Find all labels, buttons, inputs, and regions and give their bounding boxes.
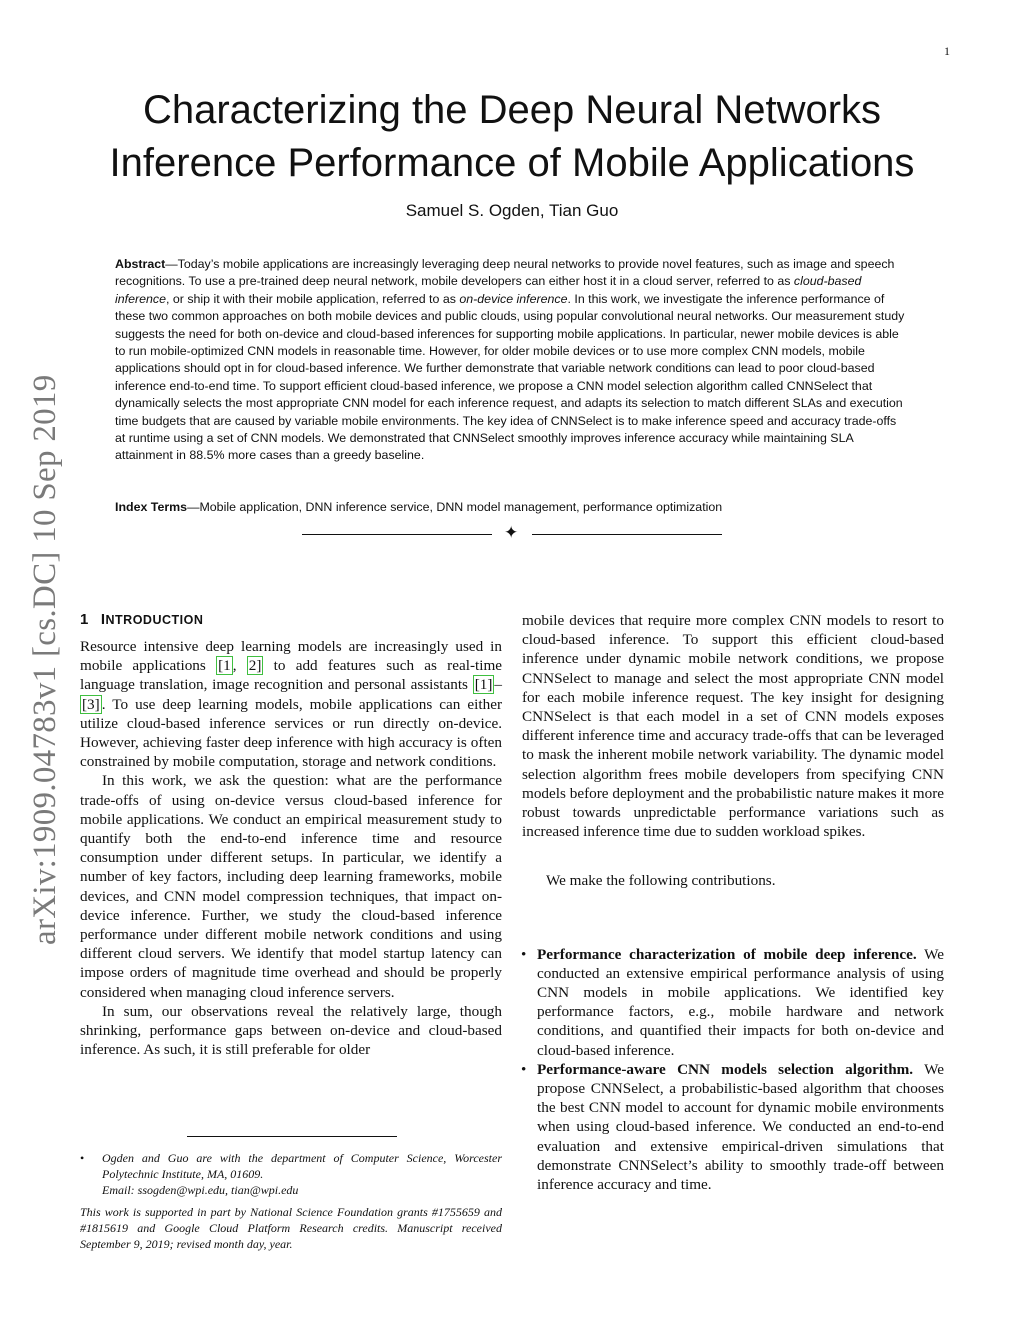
page-number: 1 [944, 44, 950, 58]
footnote-rule [187, 1136, 397, 1137]
contribution-title: Performance characterization of mobile deep inference. [537, 945, 917, 963]
citation-link[interactable]: [1 [218, 657, 231, 675]
section-divider [302, 523, 722, 543]
divider-rule-right [532, 534, 722, 535]
footnote-affiliation [80, 1150, 502, 1198]
intro-p1-text-b: to add features such as real-time language translation, image recognition and personal assistants [80, 657, 502, 694]
intro-paragraph-1 [80, 637, 502, 771]
contribution-text: We conducted an extensive empirical performance analysis of using CNN models in mobile applications. We identified key performance factors, e.g., mobile hardware and network conditions, and quantified their impacts for both on-device and cloud-based inference. [537, 945, 944, 1059]
left-column [80, 611, 502, 1059]
index-terms [115, 499, 910, 516]
citation-link[interactable]: [3] [82, 695, 100, 713]
contributions-lead: We make the following contributions. [546, 872, 776, 890]
section-title-rest: NTRODUCTION [105, 613, 204, 627]
contribution-title: Performance-aware CNN models selection algorithm. [537, 1060, 914, 1078]
abstract-label: Abstract [115, 257, 166, 271]
paper-title [60, 84, 964, 190]
contribution-text: We propose CNNSelect, a probabilistic-based algorithm that chooses the best CNN model to account for dynamic mobile environments when using cloud-based inference. We conducted an end-to-end evaluation and extensive empirical-driven simulations that demonstrate CNNSelect’s ability to smoothly trade-off between inference accuracy and time. [537, 1060, 944, 1194]
index-terms-label: Index Terms [115, 500, 188, 514]
citation-link[interactable]: 2] [248, 657, 262, 675]
title-line-1: Characterizing the Deep Neural Networks [142, 88, 882, 132]
abstract-text-3: . In this work, we investigate the inference performance of these two common approaches on both mobile devices and public clouds, using popular convolutional neural networks. Our measurement study suggests the need for both on-device and cloud-based inferences for supporting mobile applications. In particular, newer mobile devices is able to run mobile-optimized CNN models in reasonable time. However, for older mobile devices or to use more complex CNN models, mobile applications should opt in for cloud-based inference. We further demonstrate that variable network conditions can lead to poor cloud-based inference end-to-end time. To support efficient cloud-based inference, we propose a CNN model selection algorithm called CNNSelect that dynamically selects the most appropriate CNN model for each inference request, and adapts its selection to match different SLAs and execution time budgets that are caused by variable mobile environments. The key idea of CNNSelect is to make inference speed and accuracy trade-offs at runtime using a set of CNN models. We demonstrated that CNNSelect smoothly improves inference accuracy while maintaining SLA attainment in 88.5% more cases than a greedy baseline. [115, 291, 905, 463]
contributions-list [522, 945, 944, 1195]
abstract [115, 256, 910, 465]
list-item [522, 945, 944, 1060]
abstract-text-2: , or ship it with their mobile application, referred to as [165, 291, 460, 306]
authors: Samuel S. Ogden, Tian Guo [405, 201, 619, 220]
intro-p1-text-c: . To use deep learning models, mobile applications can either utilize cloud-based inference services or run directly on-device. However, achieving faster deep inference with high accuracy is often constrained by mobile computation, storage and network conditions. [80, 695, 502, 771]
citation-dash: – [494, 676, 502, 694]
intro-paragraph-3-continued: mobile devices that require more complex CNN models to resort to cloud-based inference. To support this efficient cloud-based inference under dynamic mobile network conditions, we propose CNNSelect to manage and select the most appropriate CNN model for each mobile inference request. The key insight for designing CNNSelect is that each model in a set of CNN models exposes different inference time and accuracy trade-offs that can be leveraged to mask the inherent mobile network variability. The dynamic model selection algorithm frees mobile developers from specifying CNN models before deployment and the probabilistic nature makes it more robust towards unpredictable performance variations such as increased inference time due to sudden workload spikes. [522, 612, 944, 841]
divider-rule-left [302, 534, 492, 535]
abstract-emphasis-1: cloud-based inference [115, 274, 862, 306]
citation-link[interactable]: [1] [474, 676, 493, 694]
right-column [522, 611, 944, 1194]
index-terms-text: —Mobile application, DNN inference service, DNN model management, performance optimization [187, 500, 723, 514]
title-line-2: Inference Performance of Mobile Applications [109, 141, 915, 186]
section-title-initial: I [100, 611, 106, 628]
section-number: 1 [80, 611, 89, 628]
intro-p1-text-a: Resource intensive deep learning models are increasingly used in mobile applications [80, 638, 502, 675]
email-text: Email: ssogden@wpi.edu, tian@wpi.edu [102, 1183, 299, 1197]
affiliation-text: • Ogden and Guo are with the department of Computer Science, Worcester Polytechnic Institute, MA, 01609. [102, 1151, 502, 1181]
abstract-text-1: —Today’s mobile applications are increasingly leveraging deep neural networks to provide novel features, such as image and speech recognitions. To use a pre-trained deep neural network, mobile developers can either host it in a cloud server, referred to as [115, 257, 895, 289]
footnote-funding: This work is supported in part by National Science Foundation grants #1755659 and #1815619 and Google Cloud Platform Research credits. Manuscript received September 9, 2019; revised month day, year. [80, 1205, 502, 1251]
intro-paragraph-2: In this work, we ask the question: what are the performance trade-offs of using on-device versus cloud-based inference for mobile applications. We conduct an empirical measurement study to quantify both the end-to-end inference time and resource consumption under different setups. In particular, we identify a number of key factors, including deep learning frameworks, mobile devices, and CNN model compression techniques, that impact on-device inference. Further, we study the cloud-based inference performance under different mobile network conditions and using different cloud servers. We identify that model startup latency can impose orders of magnitude time overhead and should be properly considered when managing cloud inference servers. [80, 772, 502, 1001]
list-item [522, 1060, 944, 1194]
divider-star-icon: ✦ [504, 523, 519, 543]
abstract-emphasis-2: on-device inference [459, 291, 568, 306]
intro-paragraph-3: In sum, our observations reveal the relatively large, though shrinking, performance gaps between on-device and cloud-based inference. As such, it is still preferable for older [80, 1002, 502, 1059]
section-heading [80, 611, 502, 628]
citation-separator: , [232, 657, 247, 675]
arxiv-side-stamp: arXiv:1909.04783v1 [cs.DC] 10 Sep 2019 [27, 374, 63, 945]
